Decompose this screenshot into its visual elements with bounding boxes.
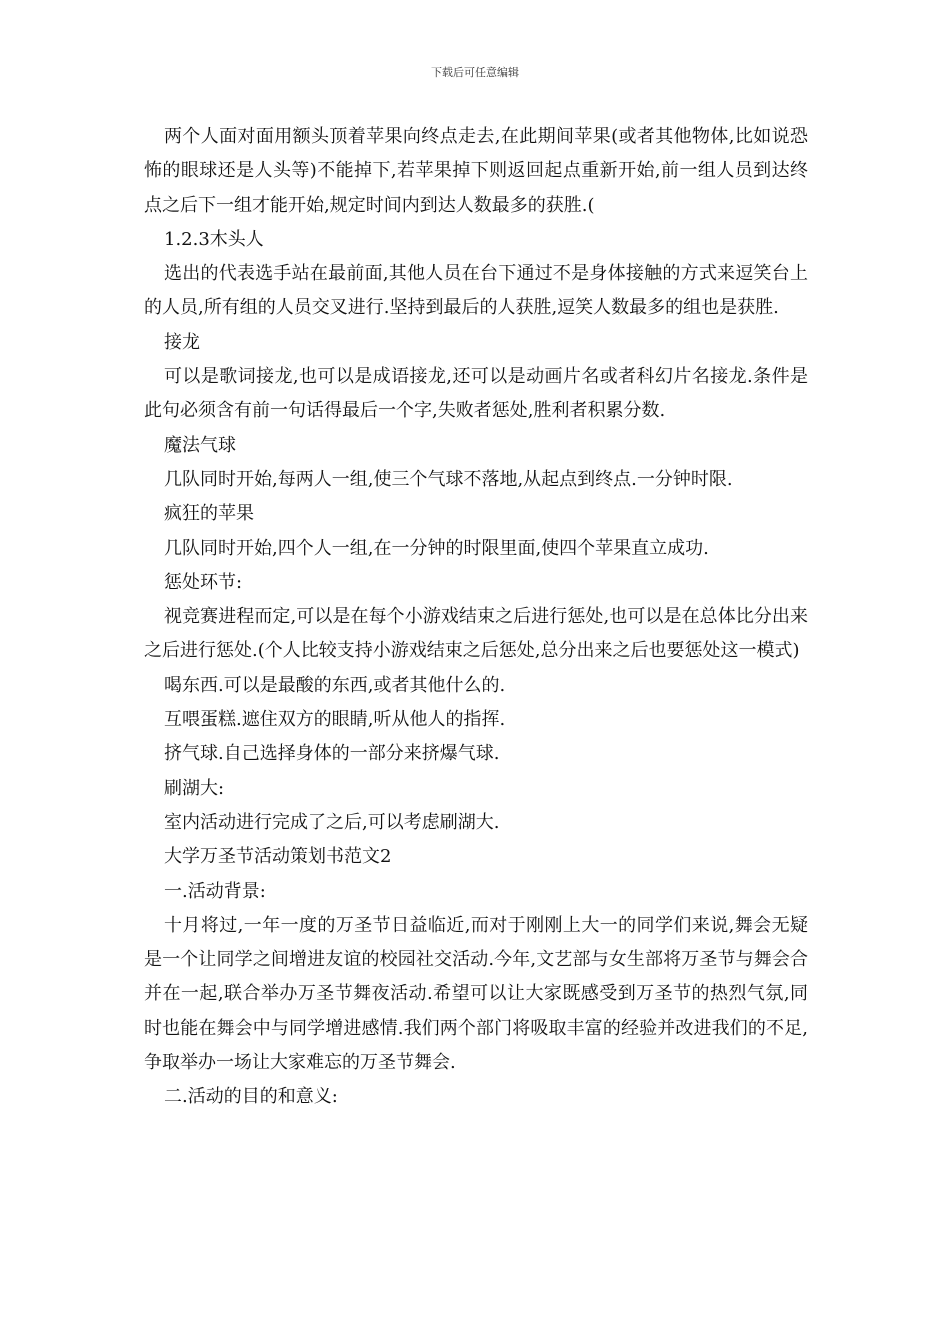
paragraph: 疯狂的苹果 xyxy=(164,503,254,525)
paragraph: 互喂蛋糕.遮住双方的眼睛,听从他人的指挥. xyxy=(164,709,506,731)
paragraph: 喝东西.可以是最酸的东西,或者其他什么的. xyxy=(164,674,506,696)
paragraph: 惩处环节: xyxy=(164,571,243,593)
paragraph: 两个人面对面用额头顶着苹果向终点走去,在此期间苹果(或者其他物体,比如说恐怖的眼球还是人头等)不能掉下,若苹果掉下则返回起点重新开始,前一组人员到达终点之后下一组才能开始,规定时间内到达人数最多的获胜.( xyxy=(144,126,808,216)
paragraph: 室内活动进行完成了之后,可以考虑刷湖大. xyxy=(164,811,500,833)
paragraph: 几队同时开始,每两人一组,使三个气球不落地,从起点到终点.一分钟时限. xyxy=(164,468,733,490)
paragraph: 几队同时开始,四个人一组,在一分钟的时限里面,使四个苹果直立成功. xyxy=(164,537,709,559)
paragraph: 魔法气球 xyxy=(164,434,236,456)
paragraph: 可以是歌词接龙,也可以是成语接龙,还可以是动画片名或者科幻片名接龙.条件是此句必须含有前一句话得最后一个字,失败者惩处,胜利者积累分数. xyxy=(144,366,808,422)
section-title: 大学万圣节活动策划书范文2 xyxy=(164,846,392,868)
section-heading: 一.活动背景: xyxy=(164,880,266,902)
paragraph: 十月将过,一年一度的万圣节日益临近,而对于刚刚上大一的同学们来说,舞会无疑是一个让同学之间增进友谊的校园社交活动.今年,文艺部与女生部将万圣节与舞会合并在一起,联合举办万圣节舞夜活动.希望可以让大家既感受到万圣节的热烈气氛,同时也能在舞会中与同学增进感情.我们两个部门将吸取丰富的经验并改进我们的不足,争取举办一场让大家难忘的万圣节舞会. xyxy=(144,914,808,1074)
paragraph: 接龙 xyxy=(164,331,200,353)
paragraph: 刷湖大: xyxy=(164,777,225,799)
paragraph: 视竞赛进程而定,可以是在每个小游戏结束之后进行惩处,也可以是在总体比分出来之后进行惩处.(个人比较支持小游戏结束之后惩处,总分出来之后也要惩处这一模式) xyxy=(144,606,808,662)
paragraph: 选出的代表选手站在最前面,其他人员在台下通过不是身体接触的方式来逗笑台上的人员,所有组的人员交叉进行.坚持到最后的人获胜,逗笑人数最多的组也是获胜. xyxy=(144,263,808,319)
section-heading: 二.活动的目的和意义: xyxy=(164,1086,338,1108)
paragraph: 挤气球.自己选择身体的一部分来挤爆气球. xyxy=(164,743,500,765)
paragraph: 1.2.3木头人 xyxy=(164,228,264,250)
page-header: 下载后可任意编辑 xyxy=(431,66,519,79)
document-body xyxy=(144,120,808,1115)
